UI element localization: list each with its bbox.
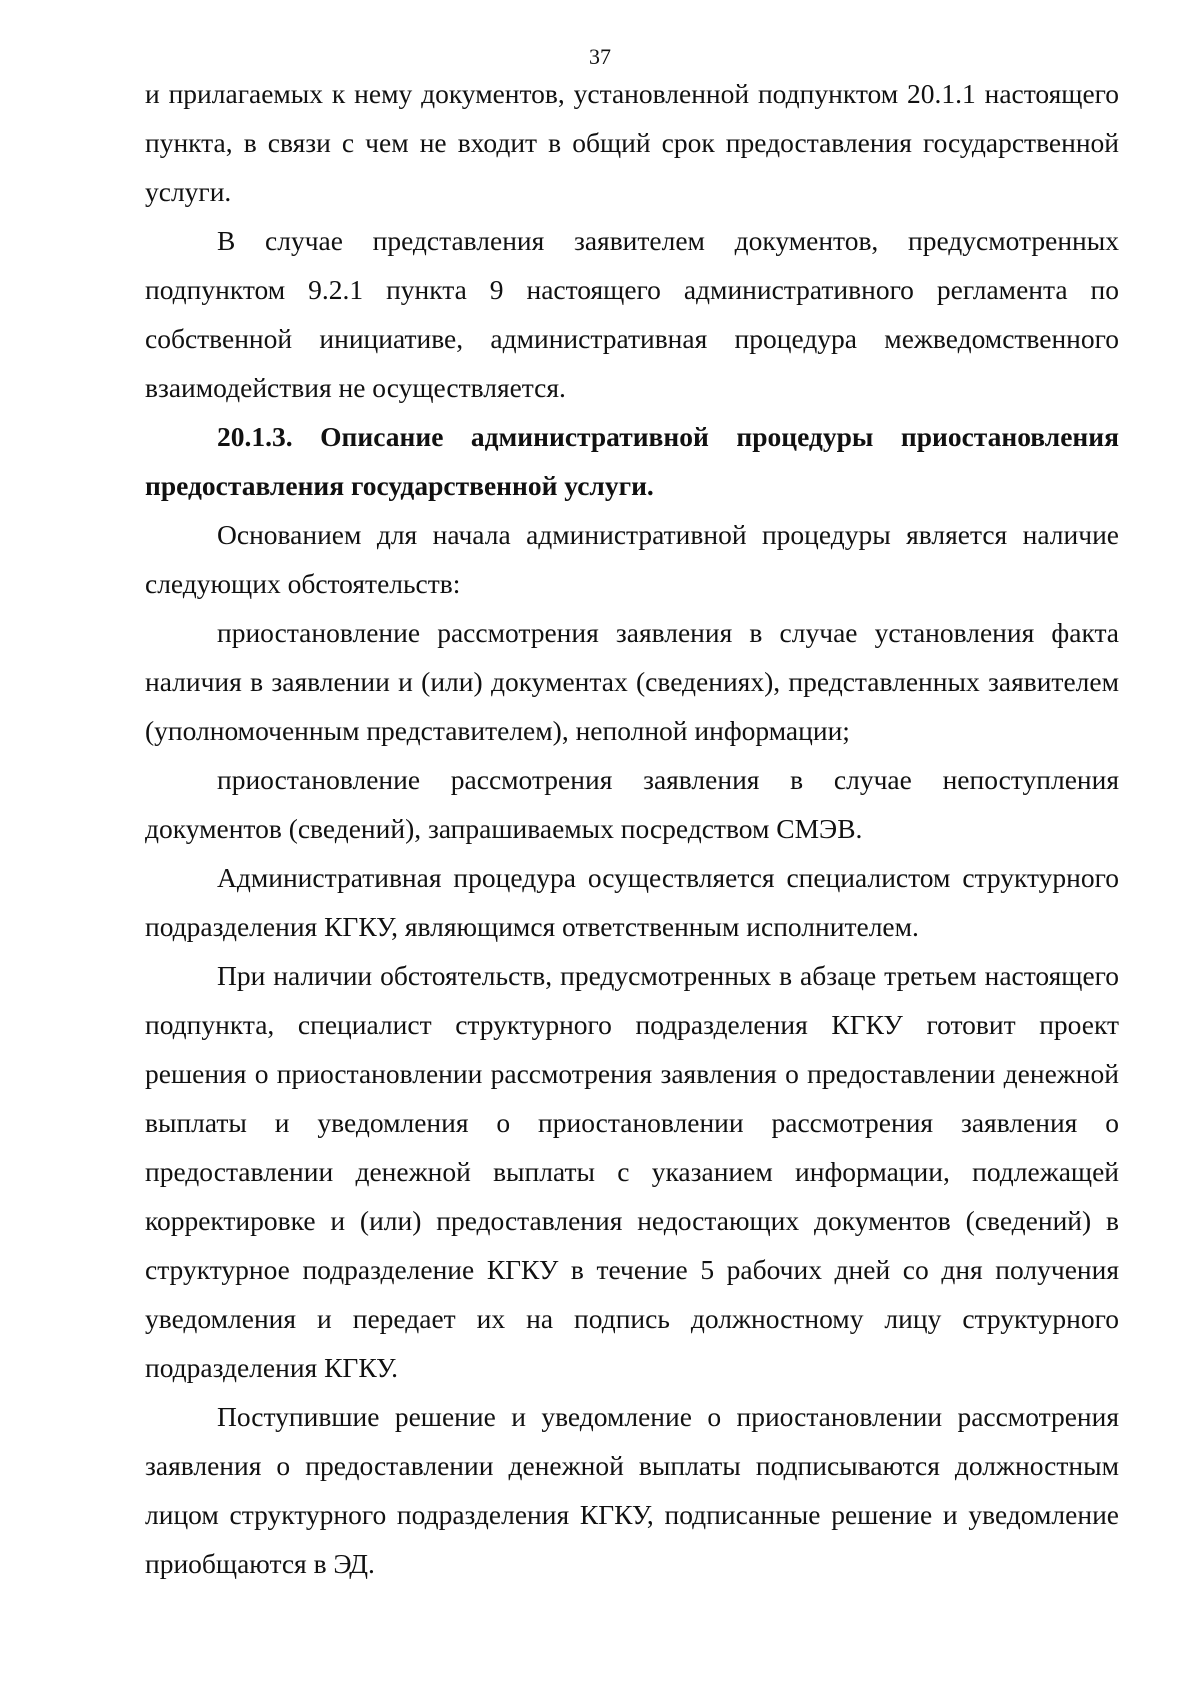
paragraph-continuation: и прилагаемых к нему документов, установленной подпунктом 20.1.1 настоящего пункта, в связи с чем не входит в общий срок предоставления государственной услуги. [145,78,1119,207]
paragraph-grounds: Основанием для начала административной процедуры является наличие следующих обстоятельств: [145,519,1119,599]
paragraph-responsible-executor: Административная процедура осуществляется специалистом структурного подразделения КГКУ, являющимся ответственным исполнителем. [145,862,1119,942]
paragraph-documents-initiative: В случае представления заявителем документов, предусмотренных подпунктом 9.2.1 пункта 9 настоящего административного регламента по собственной инициативе, административная процедура межведомственного взаимодействия не осуществляется. [145,225,1119,403]
paragraph-draft-decision: При наличии обстоятельств, предусмотренных в абзаце третьем настоящего подпункта, специалист структурного подразделения КГКУ готовит проект решения о приостановлении рассмотрения заявления о предоставлении денежной выплаты и уведомления о приостановлении рассмотрения заявления о предоставлении денежной выплаты с указанием информации, подлежащей корректировке и (или) предоставления недостающих документов (сведений) в структурное подразделение КГКУ в течение 5 рабочих дней со дня получения уведомления и передает их на подпись должностному лицу структурного подразделения КГКУ. [145,960,1119,1383]
document-body [145,69,1119,1588]
paragraph-signing: Поступившие решение и уведомление о приостановлении рассмотрения заявления о предоставлении денежной выплаты подписываются должностным лицом структурного подразделения КГКУ, подписанные решение и уведомление приобщаются в ЭД. [145,1401,1119,1579]
section-heading-20-1-3: 20.1.3. Описание административной процедуры приостановления предоставления государственной услуги. [145,421,1119,501]
page-number: 37 [589,44,611,69]
paragraph-ground-incomplete-info: приостановление рассмотрения заявления в случае установления факта наличия в заявлении и (или) документах (сведениях), представленных заявителем (уполномоченным представителем), неполной информации; [145,617,1119,746]
paragraph-ground-smev: приостановление рассмотрения заявления в случае непоступления документов (сведений), запрашиваемых посредством СМЭВ. [145,764,1119,844]
